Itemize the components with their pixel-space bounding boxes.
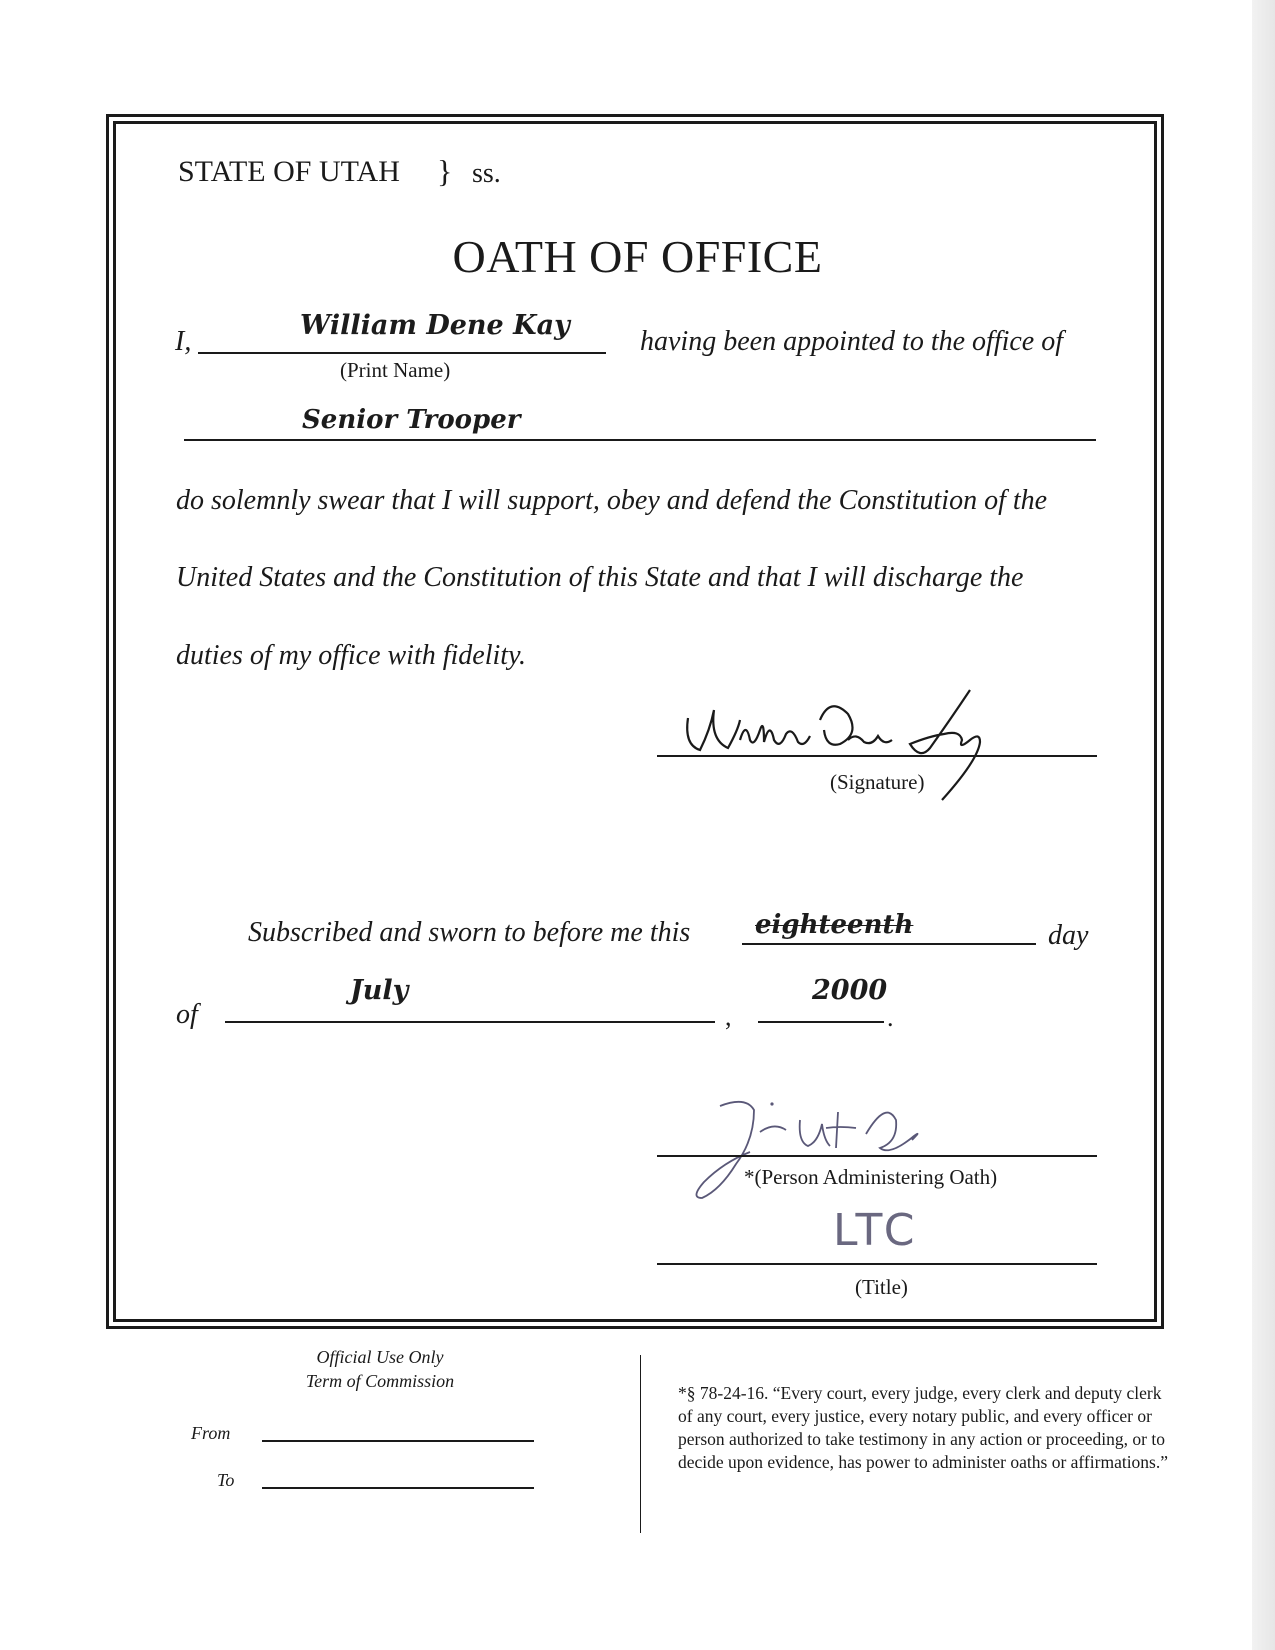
signature-caption: (Signature) xyxy=(830,770,925,794)
day-label: day xyxy=(1048,920,1089,951)
section-divider xyxy=(640,1355,641,1533)
statute-footnote: *§ 78-24-16. “Every court, every judge, every clerk and deputy clerk of any court, every justice, every notary public, and every officer or person authorized to take testimony in any action or proceeding, or to decide upon evidence, has power to administer oaths or affirmations.” xyxy=(678,1383,1169,1472)
oath-text-line-3: duties of my office with fidelity. xyxy=(176,640,526,671)
state-heading: STATE OF UTAH xyxy=(178,155,400,188)
term-of-commission-heading: Term of Commission xyxy=(305,1371,455,1391)
sworn-day-value: eighteenth xyxy=(755,910,914,940)
appointed-text: having been appointed to the office of xyxy=(640,326,1064,357)
oath-text-line-1: do solemnly swear that I will support, obey and defend the Constitution of the xyxy=(176,485,1048,516)
appointee-signature xyxy=(680,690,1040,830)
to-line xyxy=(262,1487,534,1489)
print-name-line xyxy=(198,352,606,354)
month-line xyxy=(225,1021,715,1023)
from-line xyxy=(262,1440,534,1442)
signature-line xyxy=(657,755,1097,757)
i-label: I, xyxy=(175,326,192,357)
administrator-signature xyxy=(690,1090,990,1210)
administrator-caption: *(Person Administering Oath) xyxy=(744,1165,998,1189)
title-line xyxy=(657,1263,1097,1265)
office-value: Senior Trooper xyxy=(302,405,521,435)
of-label: of xyxy=(176,999,198,1030)
venue-brace: } xyxy=(437,153,453,189)
date-comma: , xyxy=(725,1002,732,1031)
document-title: OATH OF OFFICE xyxy=(452,231,823,282)
print-name-caption: (Print Name) xyxy=(340,358,451,382)
venue-ss: ss. xyxy=(472,158,501,189)
oath-text-line-2: United States and the Constitution of this State and that I will discharge the xyxy=(176,562,1024,593)
from-label: From xyxy=(191,1423,231,1443)
sworn-year-value: 2000 xyxy=(812,975,888,1006)
administrator-title-value: LTC xyxy=(833,1205,919,1256)
official-use-heading: Official Use Only xyxy=(316,1347,444,1367)
sworn-month-value: July xyxy=(350,975,409,1006)
date-period: . xyxy=(887,1003,894,1032)
title-caption: (Title) xyxy=(855,1275,908,1299)
to-label: To xyxy=(217,1470,235,1490)
administrator-line xyxy=(657,1155,1097,1157)
sworn-prefix: Subscribed and sworn to before me this xyxy=(248,917,691,948)
office-line xyxy=(184,439,1096,441)
print-name-value: William Dene Kay xyxy=(300,310,570,341)
year-line xyxy=(758,1021,884,1023)
day-line xyxy=(742,943,1036,945)
